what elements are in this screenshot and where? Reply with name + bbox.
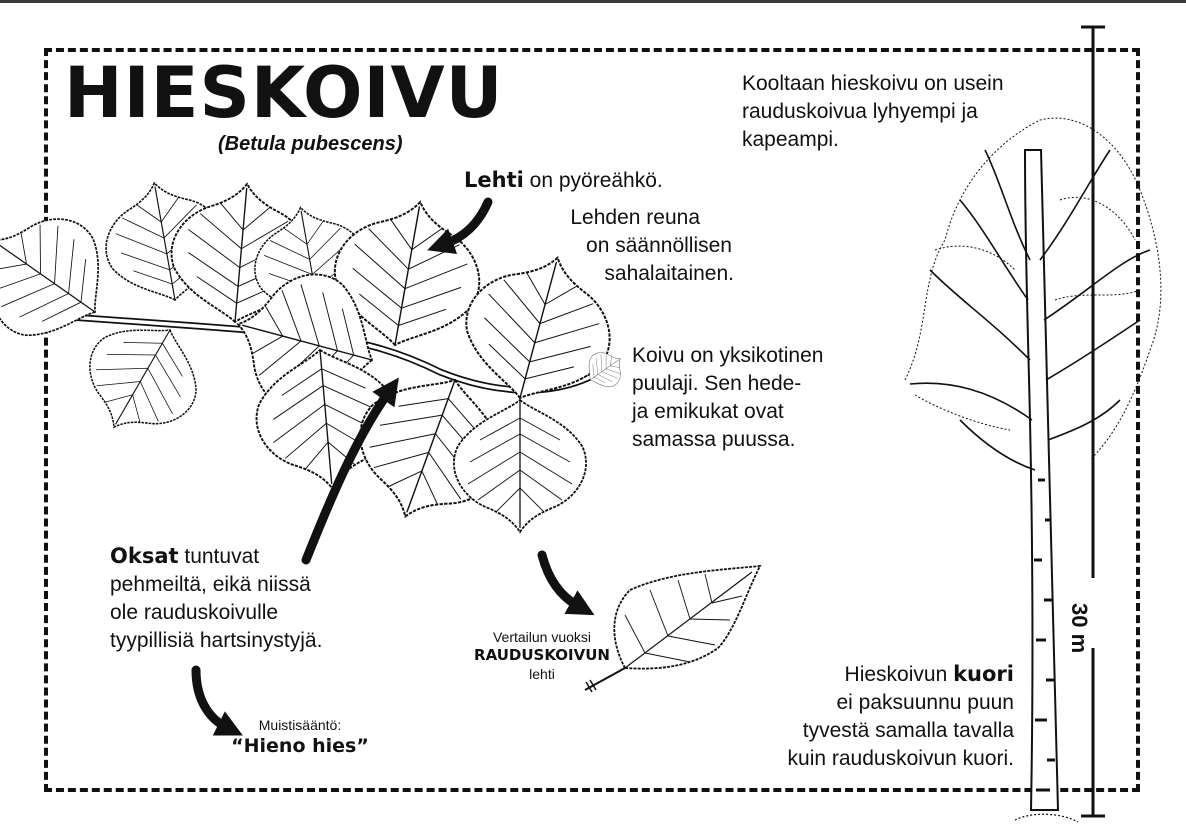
bark-note-line: kuin rauduskoivun kuori. bbox=[787, 747, 1014, 770]
branch-note-line: tyypillisiä hartsinystyjä. bbox=[110, 629, 323, 652]
leaf-edge-line: on säännöllisen bbox=[586, 234, 732, 257]
bark-note-line: ei paksuunnu puun bbox=[836, 691, 1014, 714]
size-note: Kooltaan hieskoivu on usein rauduskoivua lyhyempi ja kapeampi. bbox=[742, 72, 1004, 151]
curved-arrow-icon bbox=[542, 555, 578, 606]
bark-note bbox=[720, 660, 1014, 773]
scientific-name: (Betula pubescens) bbox=[218, 133, 403, 155]
leaf-note-bold: Lehti bbox=[464, 168, 524, 192]
bark-note-bold: kuori bbox=[953, 662, 1014, 686]
monoecious-line: samassa puussa. bbox=[632, 428, 796, 451]
monoecious-line: Koivu on yksikotinen bbox=[632, 344, 824, 367]
mnemonic-phrase: “Hieno hies” bbox=[231, 735, 369, 757]
curved-arrow-icon bbox=[196, 670, 226, 727]
branch-note-line: pehmeiltä, eikä niissä bbox=[110, 573, 311, 596]
comparison-caption bbox=[462, 628, 622, 683]
leaf-edge-note bbox=[500, 204, 734, 288]
height-label: 30 m bbox=[1067, 603, 1092, 654]
comparison-line: lehti bbox=[529, 666, 555, 682]
curved-arrow-icon bbox=[445, 202, 488, 244]
mnemonic-label: Muistisääntö: bbox=[258, 717, 342, 733]
leaf-note bbox=[464, 166, 663, 195]
comparison-line: RAUDUSKOIVUN bbox=[474, 646, 610, 664]
bark-note-line: tyvestä samalla tavalla bbox=[802, 719, 1014, 742]
branch-note-line: ole rauduskoivulle bbox=[110, 601, 279, 624]
branch-note bbox=[110, 542, 410, 655]
leaf-note-text: on pyöreähkö. bbox=[523, 169, 663, 192]
branch-note-line: tuntuvat bbox=[178, 545, 260, 568]
monoecious-line: ja emikukat ovat bbox=[632, 400, 784, 423]
comparison-line: Vertailun vuoksi bbox=[492, 629, 592, 645]
page-title: HIESKOIVU bbox=[64, 52, 504, 134]
branch-note-bold: Oksat bbox=[110, 544, 179, 568]
mnemonic bbox=[230, 716, 370, 758]
bark-note-line: Hieskoivun bbox=[844, 663, 954, 686]
leaf-edge-line: Lehden reuna bbox=[570, 206, 700, 229]
monoecious-line: puulaji. Sen hede- bbox=[632, 372, 802, 395]
height-scale bbox=[1081, 27, 1108, 816]
leaf-edge-line: sahalaitainen. bbox=[604, 262, 734, 285]
monoecious-note bbox=[632, 342, 892, 454]
